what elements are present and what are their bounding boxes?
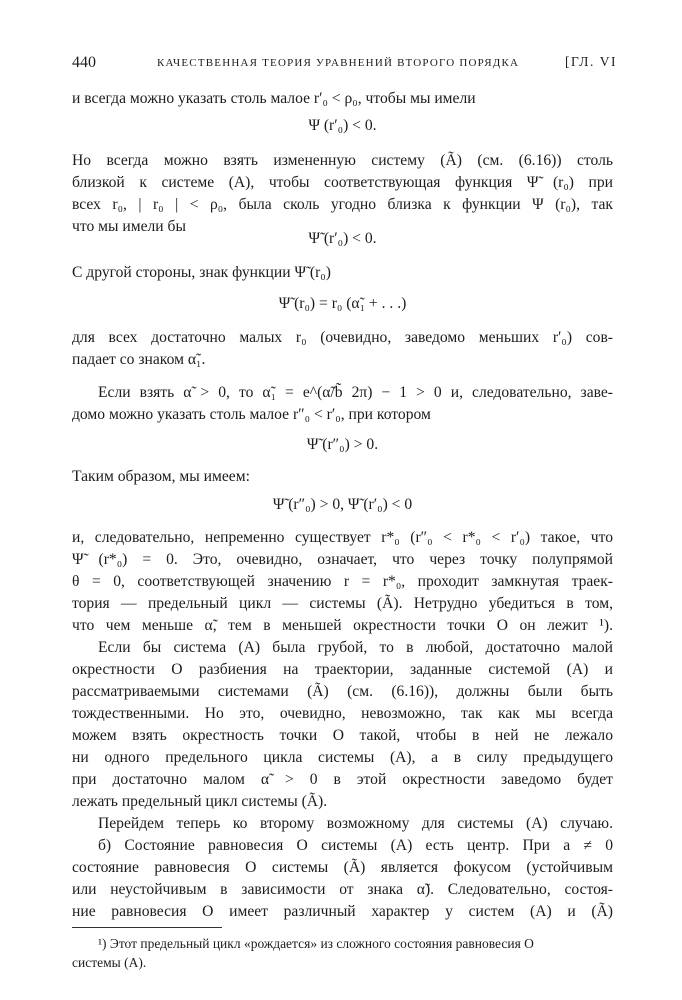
chapter-label: [ГЛ. VI (565, 54, 617, 69)
text-line: лежать предельный цикл системы (Ã). (72, 793, 328, 810)
formula: Ψ̃ (r″₀) > 0, Ψ̃ (r′₀) < 0 (272, 496, 413, 513)
text-line: состояние равновесия O системы (Ã) является фокусом (устойчивым (72, 859, 613, 876)
text-line: что мы имели бы (72, 218, 186, 235)
text-line: при достаточно малом α̃ > 0 в этой окрестности заведомо будет (72, 771, 613, 788)
text-line: б) Состояние равновесия O системы (A) есть центр. При a ≠ 0 (98, 837, 613, 854)
text-line: Перейдем теперь ко второму возможному для системы (A) случаю. (98, 815, 613, 832)
footnote-line: ¹) Этот предельный цикл «рождается» из сложного состояния равновесия O (98, 936, 534, 951)
formula: Ψ (r′₀) < 0. (308, 117, 377, 134)
text-line: ни одного предельного цикла системы (A), а в силу предыдущего (72, 749, 613, 766)
text-line: и, следовательно, непременно существует r*₀ (r″₀ < r*₀ < r′₀) такое, что (72, 529, 613, 546)
running-title: КАЧЕСТВЕННАЯ ТЕОРИЯ УРАВНЕНИЙ ВТОРОГО ПОРЯДКА (157, 57, 520, 69)
text-line: Но всегда можно взять измененную систему (Ã) (см. (6.16)) столь (72, 152, 613, 169)
footnote-line: системы (A). (72, 955, 147, 970)
formula: Ψ̃ (r″₀) > 0. (306, 436, 379, 453)
text-line: близкой к системе (A), чтобы соответствующая функция Ψ̃ (r₀) при (72, 174, 613, 191)
text-line: падает со знаком α̃₁. (72, 351, 206, 368)
text-line: Таким образом, мы имеем: (72, 468, 250, 485)
text-line: тождественными. Но это, очевидно, невозможно, так как мы всегда (72, 705, 613, 722)
text-line: ние равновесия O имеет различный характер у систем (A) и (Ã) (72, 903, 613, 920)
formula: Ψ̃ (r′₀) < 0. (308, 230, 377, 247)
formula: Ψ̃ (r₀) = r₀ (α̃₁ + . . .) (278, 295, 407, 312)
text-line: θ = 0, соответствующей значению r = r*₀, проходит замкнутая траек- (72, 573, 613, 590)
text-line: окрестности O разбиения на траектории, заданные системой (A) и (72, 661, 613, 678)
text-line: всех r₀, | r₀ | < ρ₀, была сколь угодно близка к функции Ψ (r₀), так (72, 196, 613, 213)
text-line: С другой стороны, знак функции Ψ̃ (r₀) (72, 264, 331, 281)
text-line: или неустойчивым в зависимости от знака α̃). Следовательно, состоя- (72, 881, 613, 898)
text-line: Если бы система (A) была грубой, то в любой, достаточно малой (98, 639, 613, 656)
text-line: и всегда можно указать столь малое r′₀ < ρ₀, чтобы мы имели (72, 90, 476, 107)
text-line: домо можно указать столь малое r″₀ < r′₀, при котором (72, 406, 431, 423)
text-line: тория — предельный цикл — системы (Ã). Нетрудно убедиться в том, (72, 595, 613, 612)
text-line: Ψ̃ (r*₀) = 0. Это, очевидно, означает, что через точку полупрямой (72, 551, 613, 568)
text-line: Если взять α̃ > 0, то α̃₁ = e^(α̃/b̃ 2π) − 1 > 0 и, следовательно, заве- (98, 384, 613, 401)
text-line: рассматриваемыми системами (Ã) (см. (6.16)), должны были быть (72, 683, 613, 700)
page-number: 440 (72, 54, 96, 71)
text-line: что чем меньше α̃, тем в меньшей окрестности точки O он лежит ¹). (72, 617, 613, 634)
text-line: для всех достаточно малых r₀ (очевидно, заведомо меньших r′₀) сов- (72, 329, 613, 346)
text-line: можем взять окрестность точки O такой, чтобы в ней не лежало (72, 727, 613, 744)
footnote-rule (72, 927, 222, 928)
